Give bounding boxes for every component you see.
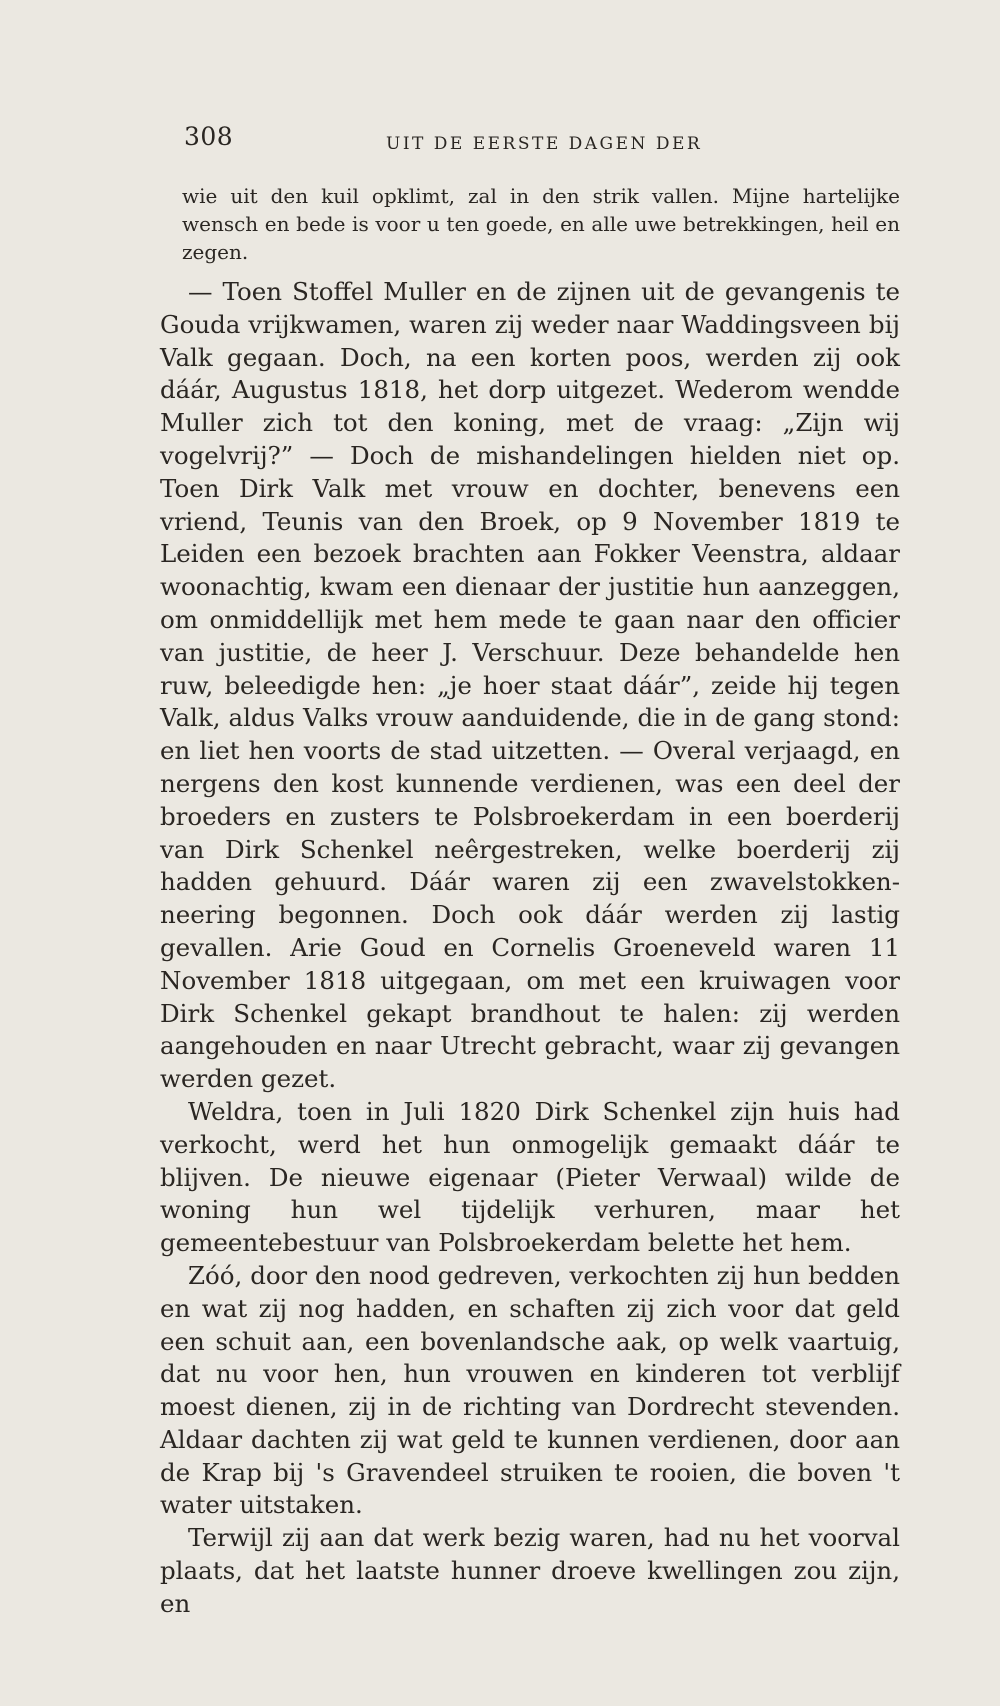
- body-text: [160, 182, 900, 1621]
- paragraph-terwijl: Terwijl zij aan dat werk bezig waren, had nu het voorval plaats, dat het laatste hunner droeve kwellingen zou zijn, en: [160, 1523, 900, 1618]
- lead-paragraph: wie uit den kuil opklimt, zal in den strik vallen. Mijne hartelijke wensch en bede is voor u ten goede, en alle uwe betrekkingen, heil en zegen.: [182, 184, 900, 264]
- running-title: UIT DE EERSTE DAGEN DER: [386, 134, 703, 154]
- paragraph-weldra: Weldra, toen in Juli 1820 Dirk Schenkel zijn huis had verkocht, werd het hun onmogelijk gemaakt dáár te blijven. De nieuwe eigenaar (Pieter Verwaal) wilde de woning hun wel tijdelijk verhuren, maar het gemeentebestuur van Polsbroekerdam belette het hem.: [160, 1096, 900, 1258]
- page-header: [0, 122, 1000, 162]
- paragraph-zoo: Zóó, door den nood gedreven, verkochten zij hun bedden en wat zij nog hadden, en schaften zij zich voor dat geld een schuit aan, een bovenlandsche aak, op welk vaartuig, dat nu voor hen, hun vrouwen en kinderen tot verblijf moest dienen, zij in de richting van Dordrecht stevenden. Aldaar dachten zij wat geld te kunnen verdienen, door aan de Krap bij 's Gravendeel struiken te rooien, die boven 't water uitstaken.: [160, 1260, 900, 1520]
- paragraph-muller: — Toen Stoffel Muller en de zijnen uit de gevangenis te Gouda vrijkwamen, waren zij weder naar Waddingsveen bij Valk gegaan. Doch, na een korten poos, werden zij ook dáár, Augustus 1818, het dorp uitgezet. Wederom wendde Muller zich tot den koning, met de vraag: „Zijn wij vogelvrij?” — Doch de mishandelingen hielden niet op. Toen Dirk Valk met vrouw en dochter, benevens een vriend, Teunis van den Broek, op 9 November 1819 te Leiden een bezoek brachten aan Fokker Veenstra, aldaar woonachtig, kwam een dienaar der justitie hun aanzeggen, om onmiddellijk met hem mede te gaan naar den officier van justitie, de heer J. Verschuur. Deze behandelde hen ruw, beleedigde hen: „je hoer staat dáár”, zeide hij tegen Valk, aldus Valks vrouw aanduidende, die in de gang stond: en liet hen voorts de stad uitzetten. — Overal verjaagd, en nergens den kost kunnende verdienen, was een deel der broeders en zusters te Polsbroekerdam in een boerderij van Dirk Schenkel neêrgestreken, welke boerderij zij hadden gehuurd. Dáár waren zij een zwavelstokken-neering begonnen. Doch ook dáár werden zij lastig gevallen. Arie Goud en Cornelis Groeneveld waren 11 November 1818 uitgegaan, om met een kruiwagen voor Dirk Schenkel gekapt brandhout te halen: zij werden aangehouden en naar Utrecht gebracht, waar zij gevangen werden gezet.: [160, 277, 900, 1094]
- page-number: 308: [184, 122, 234, 151]
